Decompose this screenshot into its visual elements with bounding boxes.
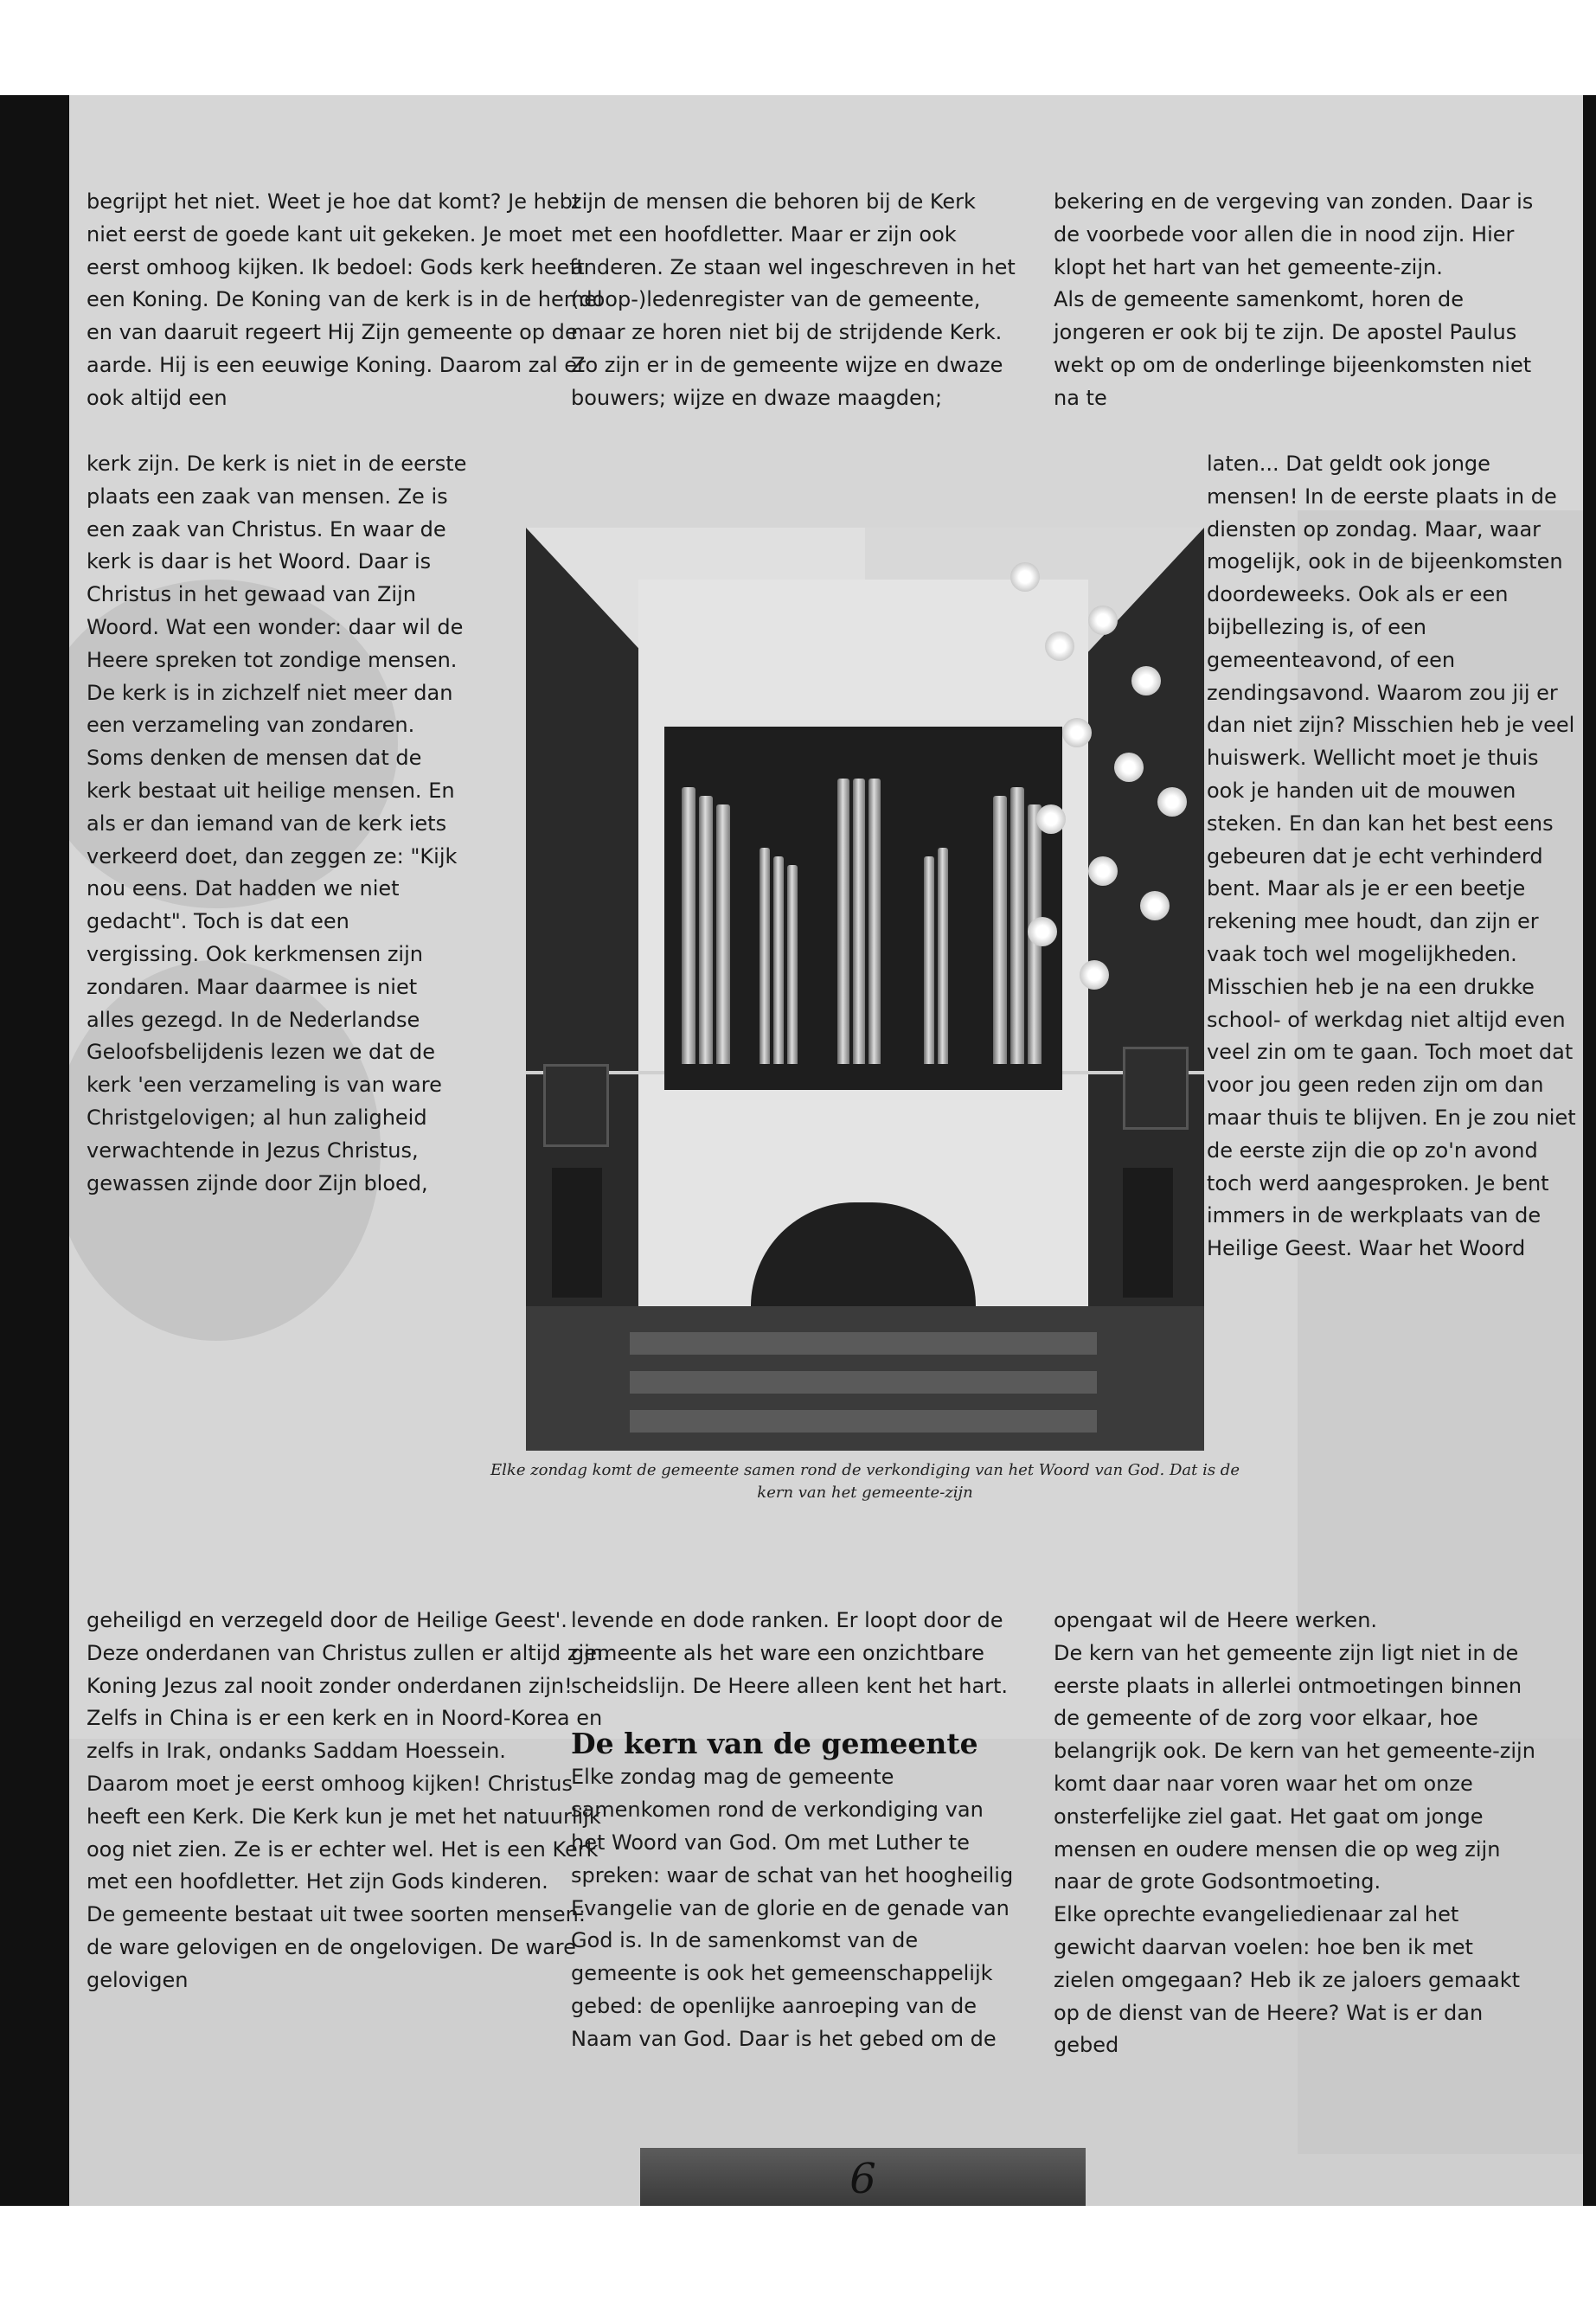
organ-pipe — [716, 804, 730, 1064]
section-heading: De kern van de gemeente — [571, 1727, 978, 1761]
organ-pipe — [938, 848, 948, 1064]
pendant-lamp — [1080, 960, 1109, 990]
paragraph: bekering en de vergeving van zonden. Daar is de voorbede voor allen die in nood zijn. Hier klopt het hart van het gemeente-zijn. — [1054, 189, 1534, 279]
column-1-bottom — [87, 1605, 614, 1997]
column-3-top — [1054, 186, 1538, 415]
chancel-step — [630, 1371, 1097, 1394]
organ-pipe — [699, 796, 713, 1064]
organ-pipe — [773, 856, 784, 1064]
pendant-lamp — [1114, 753, 1144, 782]
organ-pipe — [853, 779, 865, 1064]
column-1-wrapped-text: kerk zijn. De kerk is niet in de eerste plaats een zaak van mensen. Ze is een zaak van Christus. En waar de kerk is daar is het Woord. Daar is Christus in het gewaad van Zijn Woord. Wat een wonder: daar wil de Heere spreken tot zondige mensen. De kerk is in zichzelf niet meer dan een verzameling van zondaren. Soms denken de mensen dat de kerk bestaat uit heilige mensen. En als er dan iemand van de kerk iets verkeerd doet, dan zeggen ze: "Kijk nou eens. Dat hadden we niet gedacht". Toch is dat een vergissing. Ook kerkmensen zijn zondaren. Maar daarmee is niet alles gezegd. In de Nederlandse Geloofsbelijdenis lezen we dat de kerk 'een verzameling is van ware Christgelovigen; al hun zaligheid verwachtende in Jezus Christus, gewassen zijnde door Zijn bloed, — [87, 452, 467, 1195]
page-number-bar — [640, 2148, 1086, 2206]
column-3-wrapped — [1207, 448, 1579, 1266]
paragraph: De gemeente bestaat uit twee soorten mensen: de ware gelovigen en de ongelovigen. De ware gelovigen — [87, 1902, 586, 1992]
scan-border-left — [0, 95, 69, 2206]
pendant-lamp — [1010, 562, 1040, 592]
paragraph: Als de gemeente samenkomt, horen de jongeren er ook bij te zijn. De apostel Paulus wekt op om de onderlinge bijeenkomsten niet na te — [1054, 287, 1532, 410]
hymn-board-right — [1123, 1047, 1189, 1130]
pendant-lamp — [1062, 718, 1092, 747]
paragraph: levende en dode ranken. Er loopt door de gemeente als het ware een onzichtbare scheidslijn. De Heere alleen kent het hart. — [571, 1608, 1009, 1698]
paragraph: geheiligd en verzegeld door de Heilige Geest'. Deze onderdanen van Christus zullen er altijd zijn. Koning Jezus zal nooit zonder onderdanen zijn! Zelfs in China is er een kerk en in Noord-Korea en zelfs in Irak, ondanks Saddam Hoessein. — [87, 1608, 610, 1764]
scan-border-right — [1583, 95, 1596, 2206]
pendant-lamp — [1157, 787, 1187, 817]
column-2-top-text: zijn de mensen die behoren bij de Kerk met een hoofdletter. Maar er zijn ook anderen. Ze staan wel ingeschreven in het (doop-)ledenregister van de gemeente, maar ze horen niet bij de strijdende Kerk. Zo zijn er in de gemeente wijze en dwaze bouwers; wijze en dwaze maagden; — [571, 189, 1016, 410]
photo-caption: Elke zondag komt de gemeente samen rond de verkondiging van het Woord van God. Dat is de kern van het gemeente-zijn — [490, 1461, 1240, 1502]
chancel-step — [630, 1410, 1097, 1433]
pendant-lamp — [1088, 856, 1118, 886]
organ-pipe — [760, 848, 770, 1064]
column-2-bottom — [571, 1605, 1021, 2056]
hymn-board-left — [543, 1064, 609, 1147]
door-right — [1123, 1168, 1173, 1298]
organ-pipe — [787, 865, 798, 1064]
organ-pipe — [993, 796, 1007, 1064]
church-organ-photo — [526, 528, 1204, 1451]
column-3-wrapped-text: laten... Dat geldt ook jonge mensen! In de eerste plaats in de diensten op zondag. Maar, waar mogelijk, ook in de bijeenkomsten doordeweeks. Ook als er een bijbellezing is, of een gemeenteavond, of een zendingsavond. Waarom zou jij er dan niet zijn? Misschien heb je veel huiswerk. Wellicht moet je thuis ook je handen uit de mouwen steken. En dan kan het best eens gebeuren dat je echt verhinderd bent. Maar als je er een beetje rekening mee houdt, dan zijn er vaak toch wel mogelijkheden. Misschien heb je na een drukke school- of werkdag niet altijd even veel zin om te gaan. Toch moet dat voor jou geen reden zijn om dan maar thuis te blijven. En je zou niet de eerste zijn die op zo'n avond toch werd aangesproken. Je bent immers in de werkplaats van de Heilige Geest. Waar het Woord — [1207, 452, 1576, 1261]
organ-pipe — [869, 779, 881, 1064]
organ-pipe — [924, 856, 934, 1064]
paragraph: Daarom moet je eerst omhoog kijken! Christus heeft een Kerk. Die Kerk kun je met het natuurlijk oog niet zien. Ze is er echter wel. Het is een Kerk met een hoofdletter. Het zijn Gods kinderen. — [87, 1771, 601, 1894]
column-1-top-text: begrijpt het niet. Weet je hoe dat komt? Je hebt niet eerst de goede kant uit gekeken. Je moet eerst omhoog kijken. Ik bedoel: Gods kerk heeft een Koning. De Koning van de kerk is in de hemel en van daaruit regeert Hij Zijn gemeente op de aarde. Hij is een eeuwige Koning. Daarom zal er ook altijd een — [87, 189, 603, 410]
chancel-step — [630, 1332, 1097, 1355]
pendant-lamp — [1028, 917, 1057, 946]
paragraph: opengaat wil de Heere werken. — [1054, 1608, 1378, 1632]
pendant-lamp — [1036, 804, 1066, 834]
column-1-wrapped — [87, 448, 467, 1200]
pendant-lamp — [1131, 666, 1161, 695]
organ-pipe — [1010, 787, 1024, 1064]
scan-margin-bottom — [0, 2206, 1596, 2301]
column-2-top — [571, 186, 1021, 415]
paragraph: Elke oprechte evangeliedienaar zal het gewicht daarvan voelen: hoe ben ik met zielen omgegaan? Heb ik ze jaloers gemaakt op de dienst van de Heere? Wat is er dan gebed — [1054, 1902, 1521, 2058]
pendant-lamp — [1045, 631, 1074, 661]
column-1-top — [87, 186, 606, 415]
organ-case — [664, 727, 1062, 1090]
paragraph: Elke zondag mag de gemeente samenkomen rond de verkondiging van het Woord van God. Om met Luther te spreken: waar de schat van het hoogheilig Evangelie van de glorie en de genade van God is. In de samenkomst van de gemeente is ook het gemeenschappelijk gebed: de openlijke aanroeping van de Naam van God. Daar is het gebed om de — [571, 1765, 1014, 2051]
page-number: 6 — [849, 2155, 876, 2203]
paragraph: De kern van het gemeente zijn ligt niet in de eerste plaats in allerlei ontmoetingen binnen de gemeente of de zorg voor elkaar, hoe belangrijk ook. De kern van het gemeente-zijn komt daar naar voren waar het om onze onsterfelijke ziel gaat. Het gaat om jonge mensen en oudere mensen die op weg zijn naar de grote Godsontmoeting. — [1054, 1640, 1535, 1894]
pendant-lamp — [1140, 891, 1170, 920]
pendant-lamp — [1088, 606, 1118, 635]
organ-pipe — [837, 779, 849, 1064]
door-left — [552, 1168, 602, 1298]
organ-pipe — [682, 787, 695, 1064]
column-3-bottom — [1054, 1605, 1538, 2062]
